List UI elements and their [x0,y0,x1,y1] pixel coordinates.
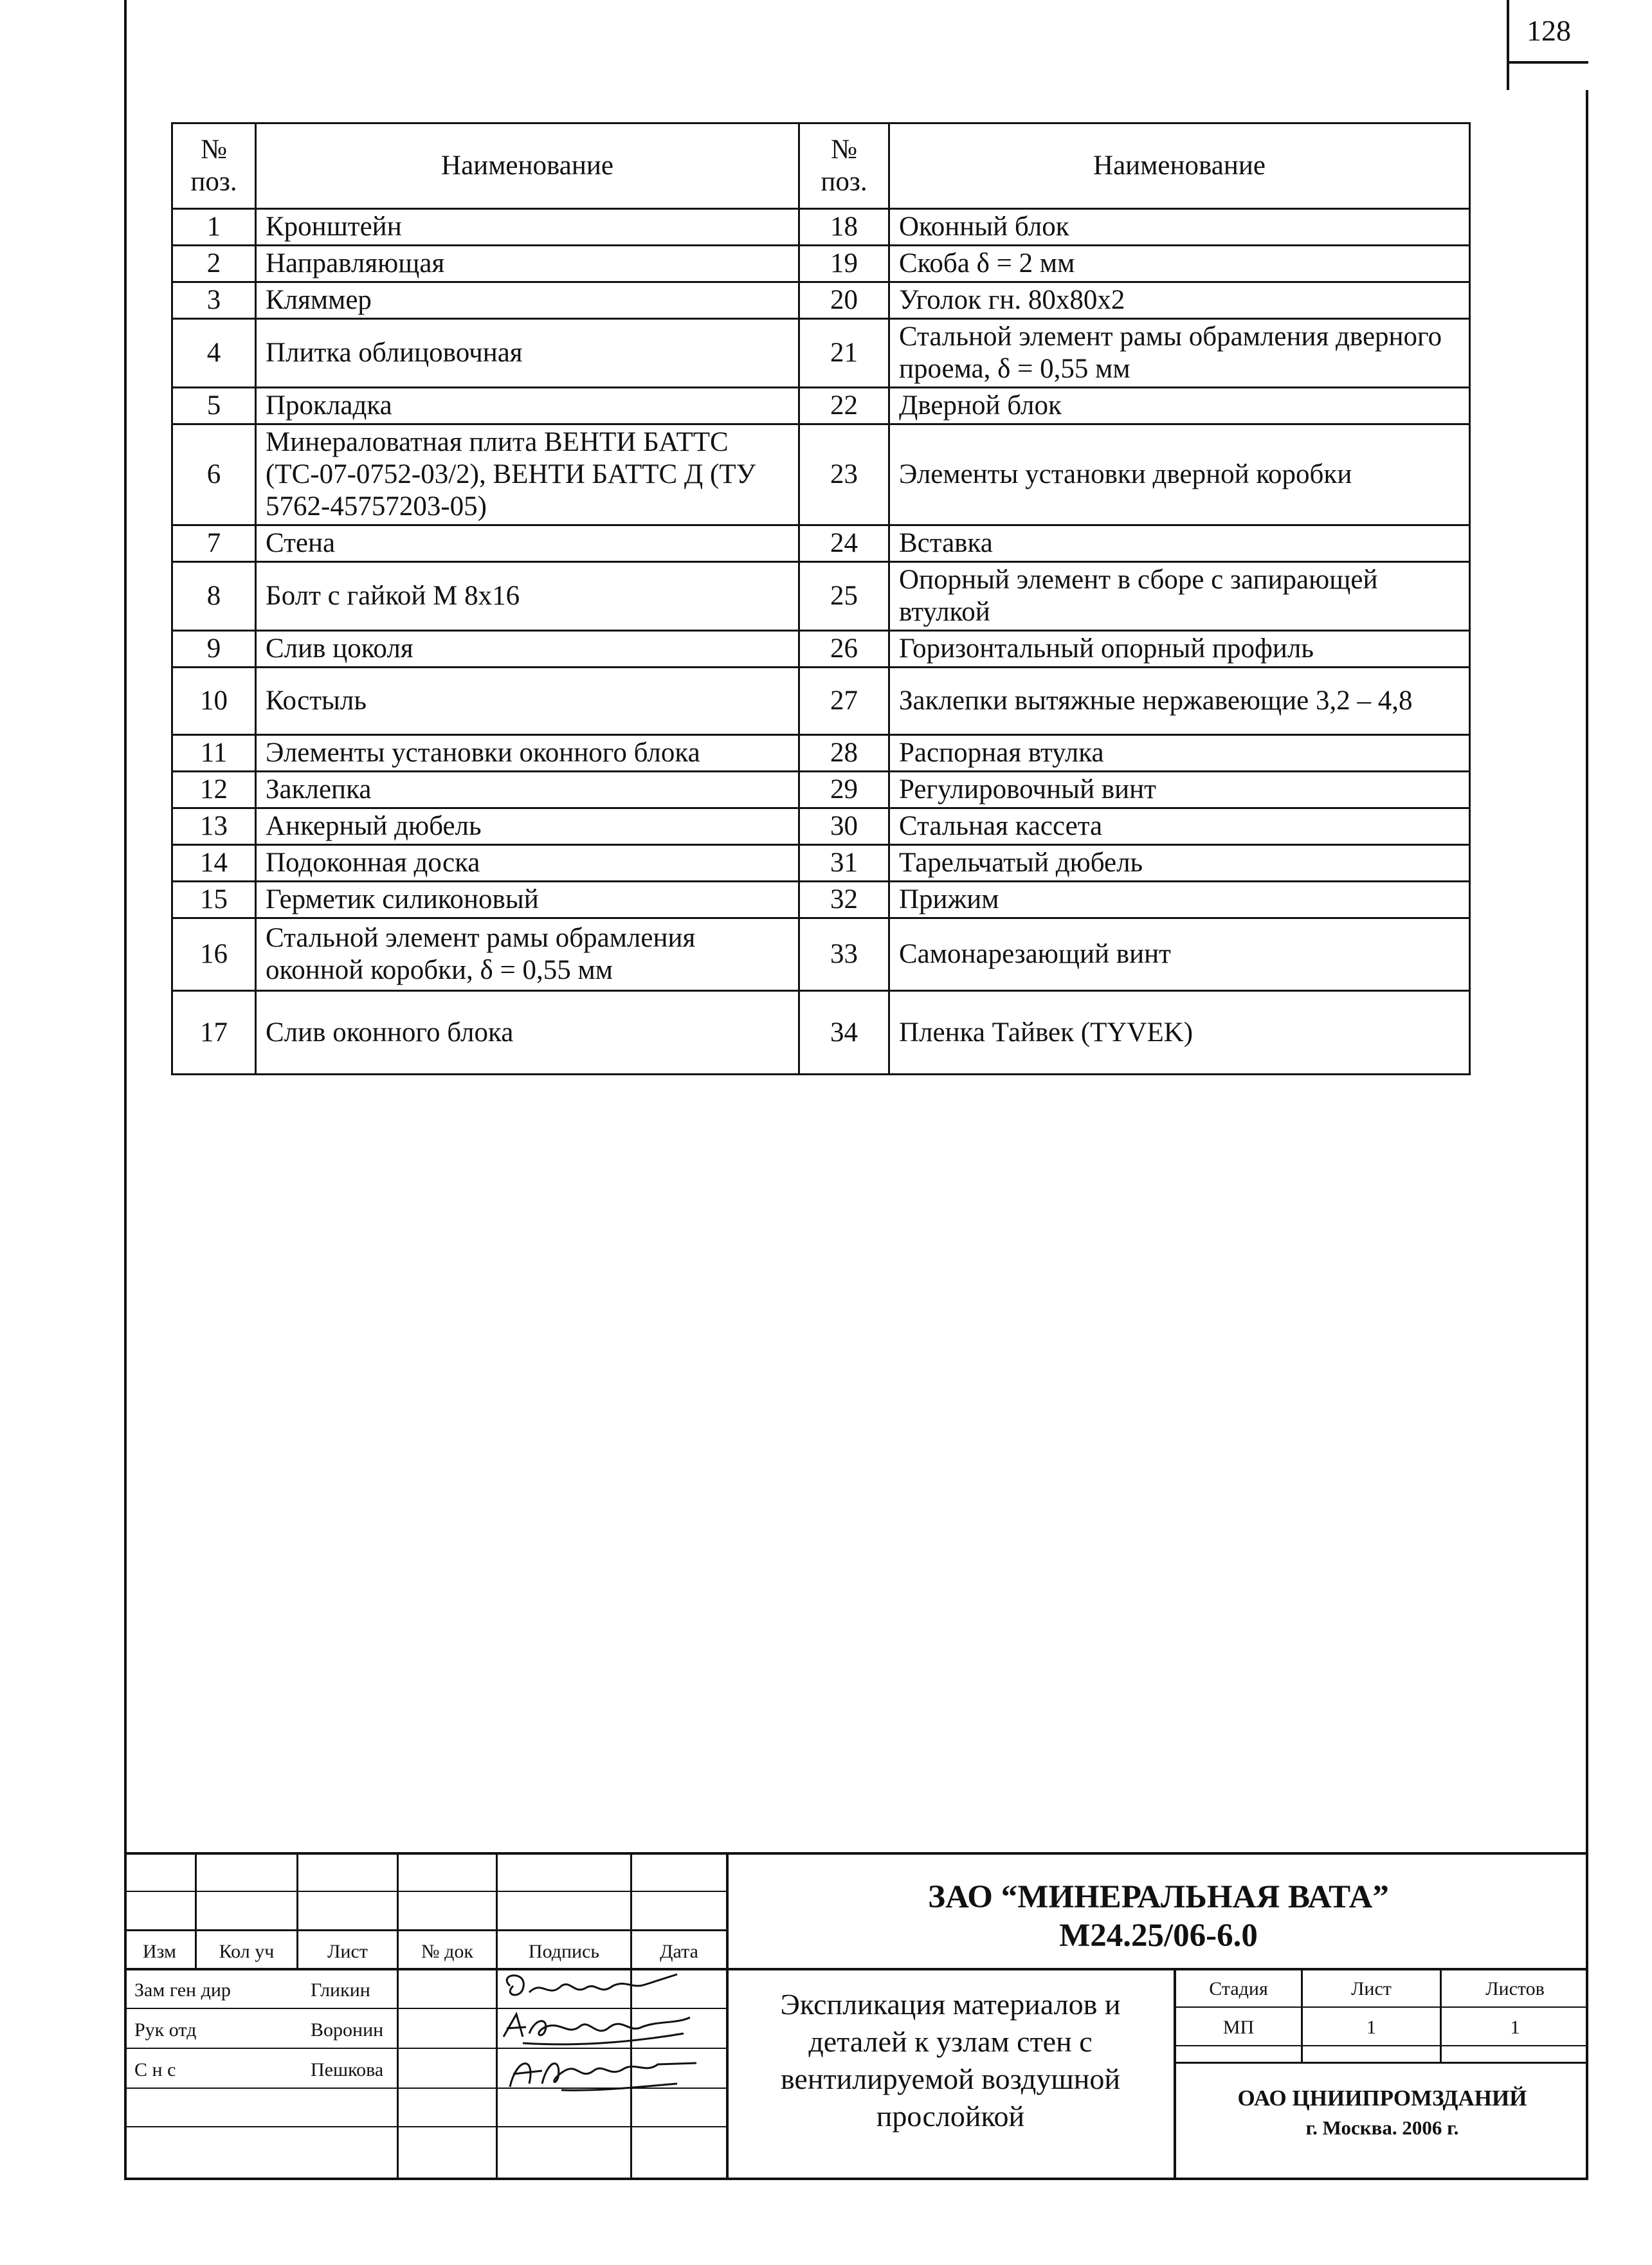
name-right-cell: Распорная втулка [889,735,1470,772]
role-1: Зам ген дир [134,1979,231,2001]
col-doc-label: № док [421,1941,473,1962]
header-pos-left: № поз. [172,123,256,209]
name-left-cell: Стальной элемент рамы обрамления оконной коробки, δ = 0,55 мм [256,918,799,991]
pos-right-cell: 19 [799,246,889,282]
pos-left-cell: 3 [172,282,256,319]
name-right-cell: Горизонтальный опорный профиль [889,631,1470,668]
name-right-cell: Оконный блок [889,209,1470,246]
pos-left-cell: 17 [172,991,256,1075]
col-sign-label: Подпись [528,1941,600,1962]
frame-bottom-border [124,2178,1588,2180]
pos-left-cell: 10 [172,668,256,735]
table-row [172,918,1470,991]
name-left-cell: Слив цоколя [256,631,799,668]
header-name-left: Наименование [256,123,799,209]
pos-right-cell: 29 [799,772,889,808]
col-kol-label: Кол уч [219,1941,275,1962]
pos-left-cell: 2 [172,246,256,282]
pos-left-cell: 5 [172,388,256,424]
name-right-cell: Стальная кассета [889,808,1470,845]
sheet-value: 1 [1366,2017,1376,2038]
name-left-cell: Подоконная доска [256,845,799,882]
name-right-cell: Стальной элемент рамы обрамления дверного проема, δ = 0,55 мм [889,319,1470,388]
pos-left-cell: 4 [172,319,256,388]
pos-left-cell: 15 [172,882,256,918]
name-right-cell: Опорный элемент в сборе с запирающей втулкой [889,562,1470,631]
name-2: Воронин [311,2019,384,2041]
company-title [729,1878,1588,1955]
col-list-label: Лист [327,1941,368,1962]
pos-right-cell: 22 [799,388,889,424]
organization [1176,2084,1588,2143]
pos-right-cell: 23 [799,424,889,525]
pos-left-cell: 11 [172,735,256,772]
table-row [172,246,1470,282]
header-pos-right: № поз. [799,123,889,209]
pos-left-cell: 9 [172,631,256,668]
name-right-cell: Пленка Тайвек (TYVEK) [889,991,1470,1075]
pos-right-cell: 26 [799,631,889,668]
name-right-cell: Вставка [889,525,1470,562]
table-row [172,562,1470,631]
name-1: Гликин [311,1979,370,2001]
name-left-cell: Элементы установки оконного блока [256,735,799,772]
title-block [124,1852,1588,2178]
name-right-cell: Самонарезающий винт [889,918,1470,991]
table-row [172,808,1470,845]
organization-city-year: г. Москва. 2006 г. [1305,2116,1459,2139]
pos-right-cell: 30 [799,808,889,845]
sheet-number: 128 [1507,0,1588,64]
organization-name: ОАО ЦНИИПРОМЗДАНИЙ [1237,2086,1527,2111]
table-row [172,209,1470,246]
table-row [172,282,1470,319]
table-body [172,209,1470,1075]
signature-glikin [484,1967,690,2012]
role-2: Рук отд [134,2019,197,2041]
table-header-row [172,123,1470,209]
role-3: С н с [134,2059,176,2080]
name-right-cell: Регулировочный винт [889,772,1470,808]
pos-right-cell: 33 [799,918,889,991]
table-row [172,631,1470,668]
pos-left-cell: 6 [172,424,256,525]
pos-right-cell: 21 [799,319,889,388]
name-right-cell: Прижим [889,882,1470,918]
col-date-label: Дата [660,1941,698,1962]
name-left-cell: Стена [256,525,799,562]
table-row [172,525,1470,562]
sheet-label: Лист [1351,1978,1392,1999]
pos-right-cell: 27 [799,668,889,735]
table-row [172,772,1470,808]
pos-right-cell: 20 [799,282,889,319]
signature-peshkova [484,2045,703,2097]
table-row [172,424,1470,525]
pos-right-cell: 25 [799,562,889,631]
document-description: Экспликация материалов и деталей к узлам стен с вентилируемой воздушной прослойкой [780,1988,1121,2133]
sheets-value: 1 [1510,2017,1520,2038]
sheets-label: Листов [1485,1978,1545,1999]
pos-right-cell: 24 [799,525,889,562]
pos-right-cell: 31 [799,845,889,882]
name-right-cell: Тарельчатый дюбель [889,845,1470,882]
name-right-cell: Дверной блок [889,388,1470,424]
name-3: Пешкова [311,2059,384,2080]
pos-left-cell: 7 [172,525,256,562]
pos-right-cell: 34 [799,991,889,1075]
stage-value: МП [1222,2017,1255,2038]
name-left-cell: Костыль [256,668,799,735]
name-left-cell: Заклепка [256,772,799,808]
stage-label: Стадия [1209,1978,1268,1999]
pos-right-cell: 32 [799,882,889,918]
document-code: М24.25/06-6.0 [1059,1918,1258,1954]
name-left-cell: Анкерный дюбель [256,808,799,845]
pos-left-cell: 14 [172,845,256,882]
col-izm-label: Изм [142,1941,177,1962]
name-left-cell: Направляющая [256,246,799,282]
pos-left-cell: 8 [172,562,256,631]
table-row [172,991,1470,1075]
name-left-cell: Плитка облицовочная [256,319,799,388]
name-right-cell: Уголок гн. 80x80x2 [889,282,1470,319]
pos-left-cell: 1 [172,209,256,246]
name-left-cell: Слив оконного блока [256,991,799,1075]
table-row [172,845,1470,882]
header-name-right: Наименование [889,123,1470,209]
name-left-cell: Герметик силиконовый [256,882,799,918]
pos-left-cell: 12 [172,772,256,808]
table-row [172,388,1470,424]
pos-left-cell: 13 [172,808,256,845]
name-right-cell: Заклепки вытяжные нержавеющие 3,2 – 4,8 [889,668,1470,735]
pos-right-cell: 18 [799,209,889,246]
sheet-number-frame [1507,61,1591,90]
name-left-cell: Прокладка [256,388,799,424]
name-left-cell: Кронштейн [256,209,799,246]
name-right-cell: Элементы установки дверной коробки [889,424,1470,525]
table-row [172,882,1470,918]
specification-table [171,122,1471,1075]
pos-left-cell: 16 [172,918,256,991]
table-row [172,668,1470,735]
table-row [172,319,1470,388]
name-right-cell: Скоба δ = 2 мм [889,246,1470,282]
name-left-cell: Кляммер [256,282,799,319]
table-row [172,735,1470,772]
name-left-cell: Болт с гайкой М 8x16 [256,562,799,631]
pos-right-cell: 28 [799,735,889,772]
company-name: ЗАО “МИНЕРАЛЬНАЯ ВАТА” [928,1879,1389,1915]
name-left-cell: Минераловатная плита ВЕНТИ БАТТС (ТС-07-0752-03/2), ВЕНТИ БАТТС Д (ТУ 5762-45757203-05) [256,424,799,525]
